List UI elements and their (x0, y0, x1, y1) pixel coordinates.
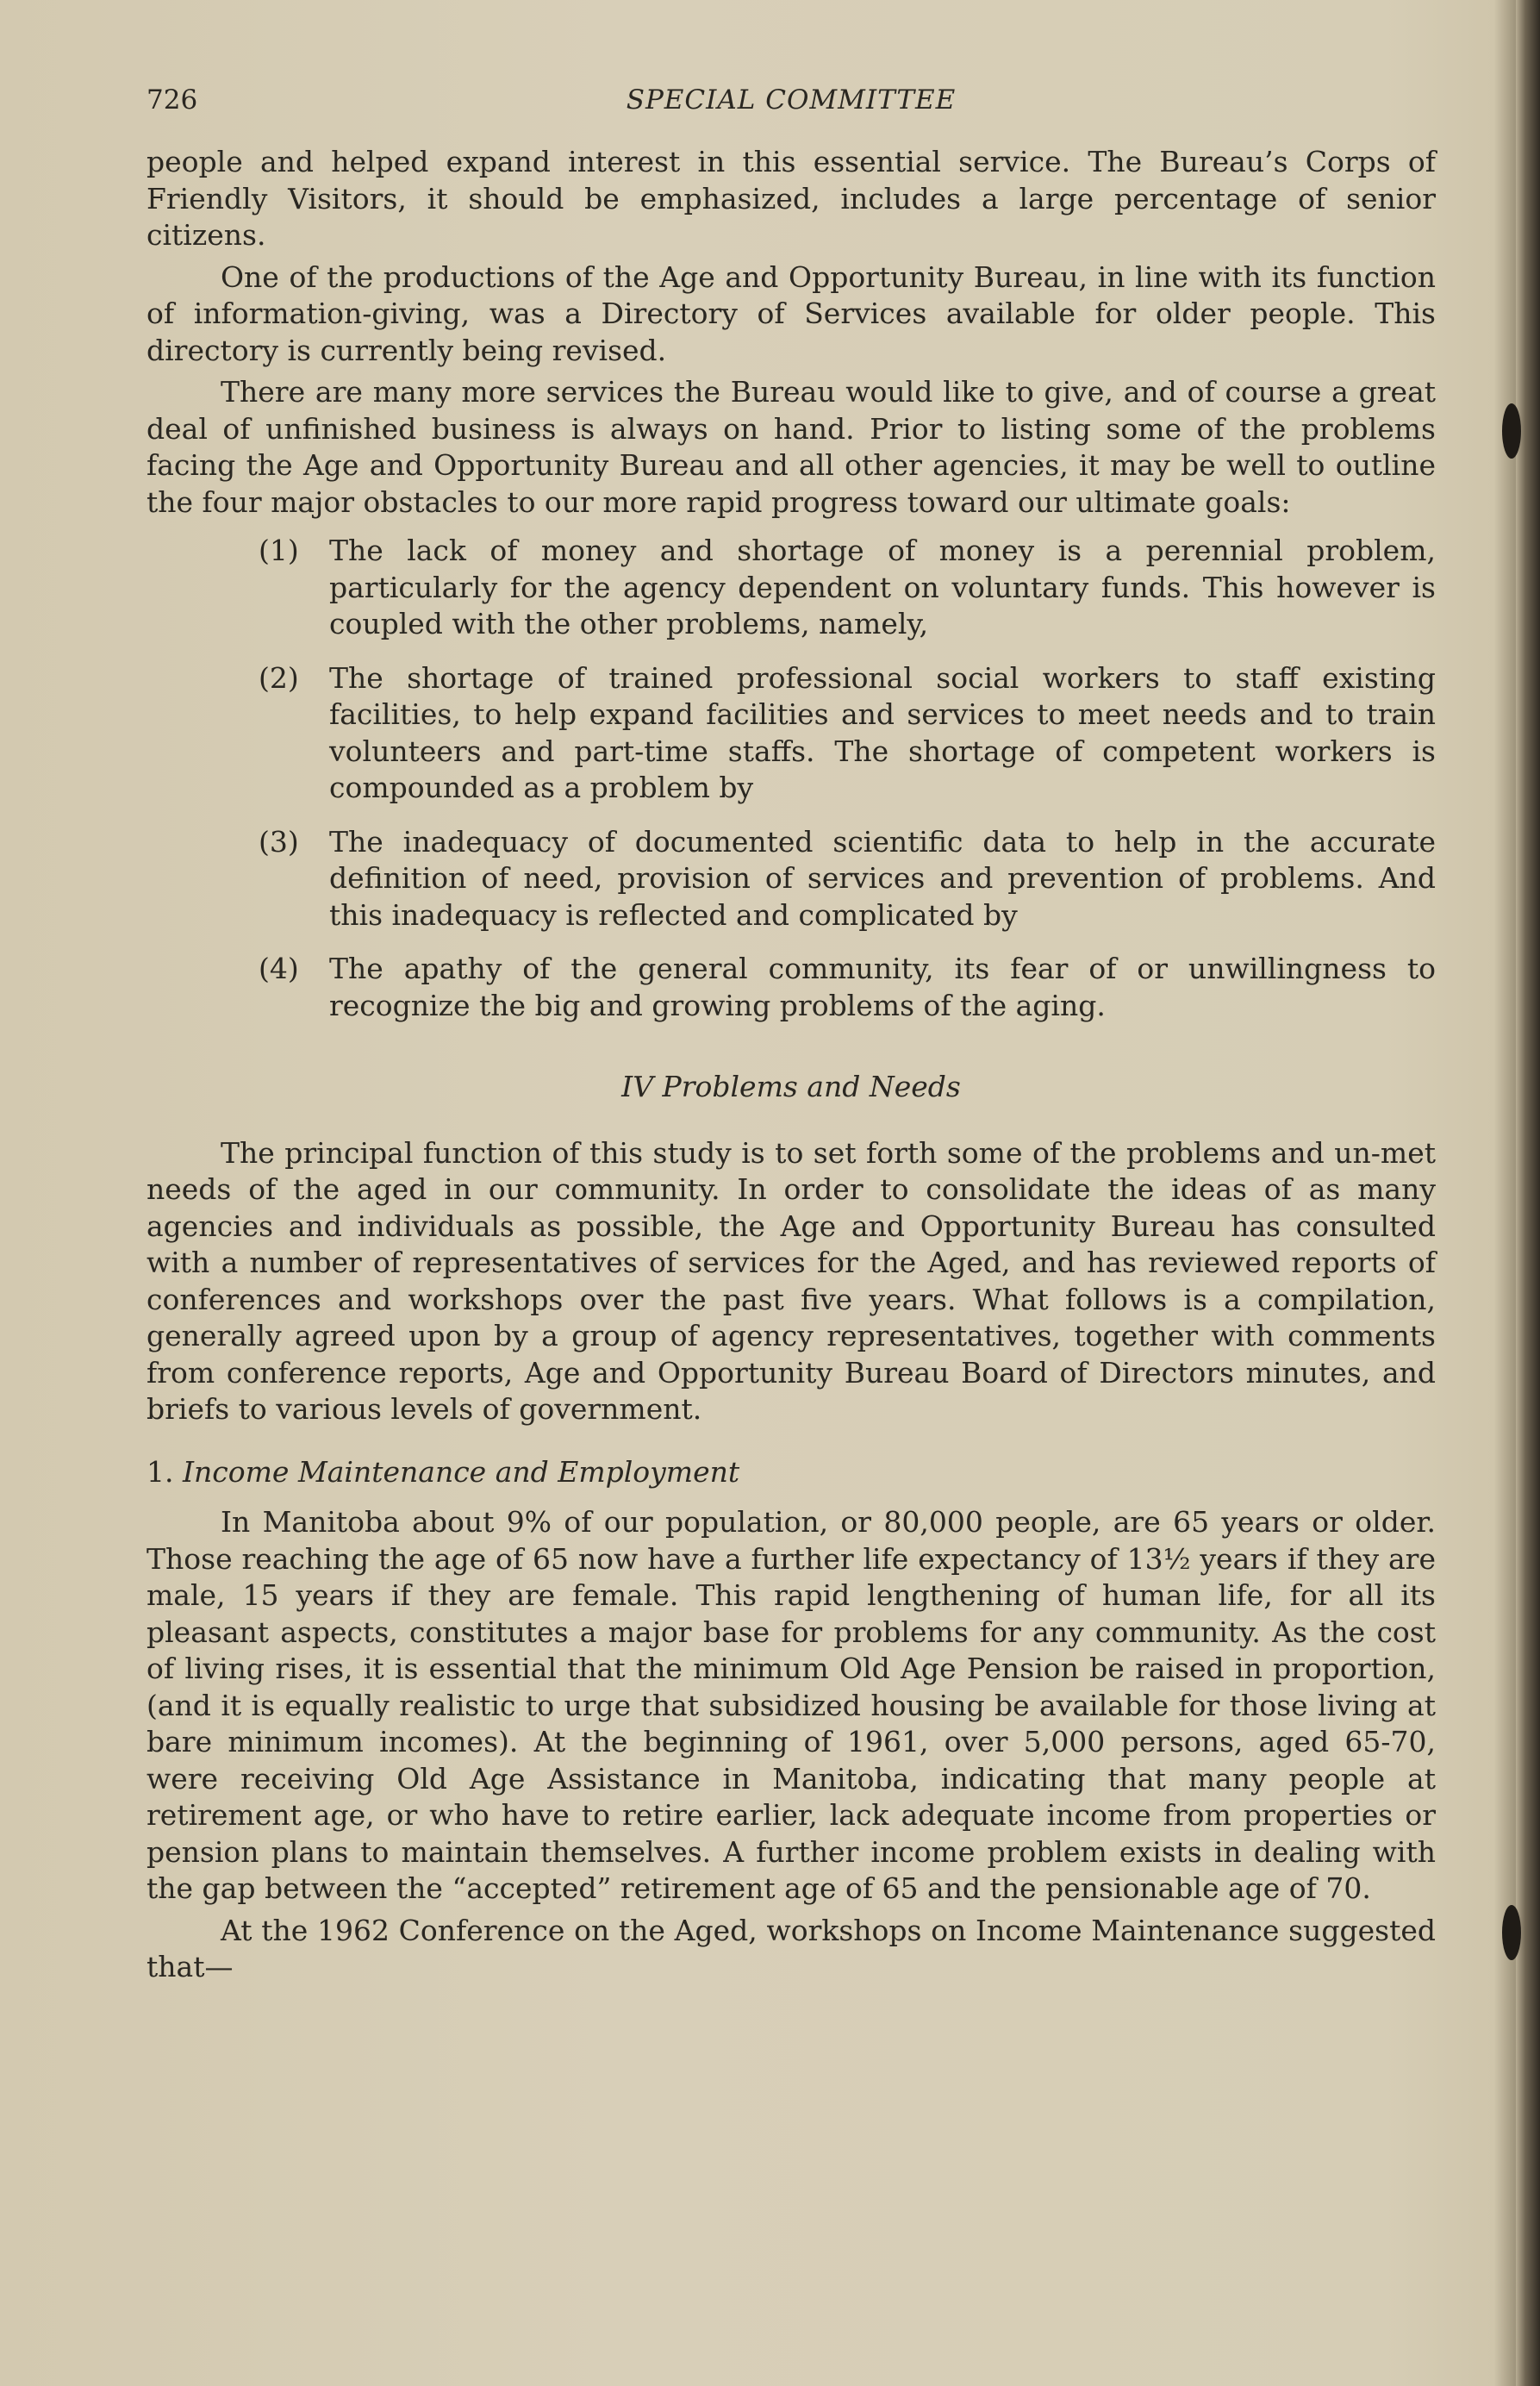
list-item (147, 951, 1436, 1024)
list-item-text: The lack of money and shortage of money is a perennial problem, particularly for the agency dependent on voluntary funds. This however is coupled with the other problems, namely, (329, 534, 1436, 640)
list-item-text: The inadequacy of documented scientific data to help in the accurate definition of need, provision of services and prevention of problems. And this inadequacy is reflected and complicated by (329, 824, 1436, 932)
list-item-text: The shortage of trained professional social workers to staff existing facilities, to help expand facilities and services to meet needs and to train volunteers and part-time staffs. The shortage of competent workers is compounded as a problem by (329, 660, 1436, 804)
subsection-number: 1. (147, 1454, 174, 1489)
paragraph-2: One of the productions of the Age and Opportunity Bureau, in line with its function of information-giving, was a Directory of Services available for older people. This directory is currently being revised. (147, 259, 1436, 367)
page-number: 726 (147, 84, 198, 116)
book-spine-edge (1516, 0, 1540, 2386)
paragraph-6: At the 1962 Conference on the Aged, workshops on Income Maintenance suggested that— (147, 1913, 1436, 1983)
list-item-number: (2) (259, 660, 299, 695)
obstacles-list (147, 533, 1436, 1024)
list-item-number: (4) (259, 952, 299, 985)
paragraph-5: In Manitoba about 9% of our population, or 80,000 people, are 65 years or older. Those reaching the age of 65 now have a further life expectancy of 13½ years if they are male, 15 years if they are female. This rapid lengthening of human life, for all its pleasant aspects, constitutes a major base for problems for any community. As the cost of living rises, it is essential that the minimum Old Age Pension be raised in proportion, (and it is equally realistic to urge that subsidized housing be available for those living at bare minimum incomes). At the beginning of 1961, over 5,000 persons, aged 65-70, were receiving Old Age Assistance in Manitoba, indicating that many people at retirement age, or who have to retire earlier, lack adequate income from properties or pension plans to maintain themselves. A further income problem exists in dealing with the gap between the “accepted” retirement age of 65 and the pensionable age of 70. (147, 1505, 1436, 1905)
binding-hole-top (1502, 403, 1521, 459)
paragraph-3: There are many more services the Bureau would like to give, and of course a great deal of unfinished business is always on hand. Prior to listing some of the problems facing the Age and Opportunity Bureau and all other agencies, it may be well to outline the four major obstacles to our more rapid progress toward our ultimate goals: (147, 375, 1436, 519)
paragraph-1: people and helped expand interest in this essential service. The Bureau’s Corps of Friendly Visitors, it should be emphasized, includes a large percentage of senior citizens. (147, 145, 1436, 252)
paragraph-4: The principal function of this study is to set forth some of the problems and un-met needs of the aged in our community. In order to consolidate the ideas of as many agencies and individuals as possible, the Age and Opportunity Bureau has consulted with a number of representatives of services for the Aged, and has reviewed reports of conferences and workshops over the past five years. What follows is a compilation, generally agreed upon by a group of agency representatives, together with comments from conference reports, Age and Opportunity Bureau Board of Directors minutes, and briefs to various levels of government. (147, 1135, 1436, 1426)
list-item (147, 824, 1436, 934)
subsection-title: Income Maintenance and Employment (183, 1454, 740, 1489)
list-item (147, 533, 1436, 643)
binding-hole-bottom (1502, 1905, 1521, 1960)
running-title: SPECIAL COMMITTEE (626, 84, 957, 116)
list-item-number: (3) (259, 824, 299, 859)
subsection-heading (147, 1454, 1436, 1491)
list-item-number: (1) (259, 534, 299, 567)
section-heading: IV Problems and Needs (621, 1070, 961, 1103)
list-item (147, 660, 1436, 807)
page-text (147, 82, 1436, 1991)
list-item-text: The apathy of the general community, its fear of or unwillingness to recognize the big and growing problems of the aging. (329, 952, 1436, 1022)
running-head (147, 82, 1436, 125)
